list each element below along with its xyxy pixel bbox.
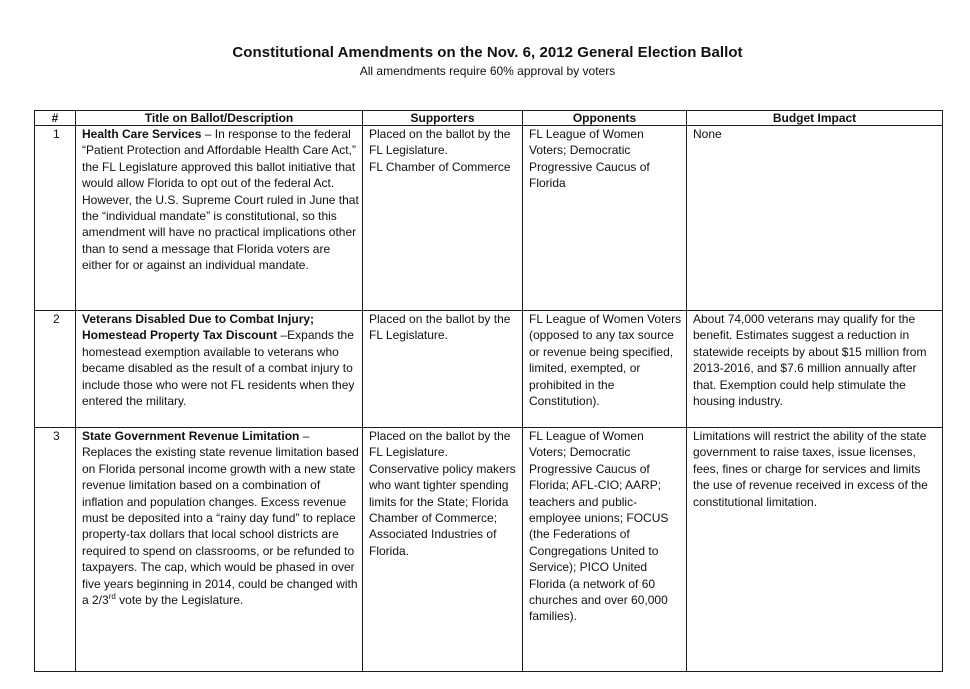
ballot-description: –Expands the homestead exemption available to veterans who became disabled as the result of a combat injury to include those who were not FL residents when they entered the military.	[82, 328, 355, 409]
ballot-description-cell	[76, 428, 363, 672]
amendments-table	[34, 110, 943, 672]
page-title: Constitutional Amendments on the Nov. 6, 2012 General Election Ballot	[232, 44, 743, 61]
table-row	[35, 428, 943, 672]
column-header-title: Title on Ballot/Description	[76, 111, 363, 126]
opponents-cell: FL League of Women Voters; Democratic Progressive Caucus of Florida	[523, 126, 687, 311]
table-header-row	[35, 111, 943, 126]
opponents-cell: FL League of Women Voters (opposed to any tax source or revenue being specified, limited, exempted, or prohibited in the Constitution).	[523, 311, 687, 428]
row-number: 1	[35, 126, 76, 311]
row-number: 3	[35, 428, 76, 672]
ballot-description: – In response to the federal “Patient Protection and Affordable Health Care Act,” the FL Legislature approved this ballot initiative that would allow Florida to opt out of the federal Act. However, the U.S. Supreme Court ruled in June that the “individual mandate” is constitutional, so this amendment will have no practical implications other than to send a message that Florida voters are either for or against an individual mandate.	[82, 127, 359, 273]
column-header-number: #	[35, 111, 76, 126]
ballot-title: Veterans Disabled Due to Combat Injury; Homestead Property Tax Discount	[82, 312, 315, 343]
table-row	[35, 126, 943, 311]
ballot-description: – Replaces the existing state revenue limitation based on Florida personal income growth with a new state revenue limitation based on a combination of inflation and population changes. Excess revenue must be deposited into a “rainy day fund” to replace property-tax dollars that local school districts are required to spend on classrooms, or be refunded to taxpayers. The cap, which would be phased in over five years beginning in 2014, could be changed with a 2/3	[82, 429, 359, 608]
supporters-text: Placed on the ballot by the FL Legislature.	[369, 127, 511, 158]
budget-impact-cell: About 74,000 veterans may qualify for the benefit. Estimates suggest a reduction in statewide receipts by about $15 million from 2013-2016, and $7.6 million annually after that. Exemption could help stimulate the housing industry.	[687, 311, 943, 428]
page-subtitle: All amendments require 60% approval by voters	[359, 64, 616, 78]
budget-impact-cell: Limitations will restrict the ability of the state government to raise taxes, issue licenses, fees, fines or charge for services and limits the use of revenue received in excess of the constitutional limitation.	[687, 428, 943, 672]
budget-impact-cell: None	[687, 126, 943, 311]
table-row	[35, 311, 943, 428]
ballot-description-cell	[76, 126, 363, 311]
column-header-budget-impact: Budget Impact	[687, 111, 943, 126]
ballot-title: State Government Revenue Limitation	[82, 429, 300, 443]
row-number: 2	[35, 311, 76, 428]
supporters-cell	[363, 126, 523, 311]
column-header-opponents: Opponents	[523, 111, 687, 126]
supporters-cell: Placed on the ballot by the FL Legislature. Conservative policy makers who want tighter spending limits for the State; Florida Chamber of Commerce; Associated Industries of Florida.	[363, 428, 523, 672]
ballot-description-end: vote by the Legislature.	[115, 593, 244, 608]
column-header-supporters: Supporters	[363, 111, 523, 126]
ballot-title: Health Care Services	[82, 127, 202, 141]
supporters-cell: Placed on the ballot by the FL Legislature.	[363, 311, 523, 428]
opponents-cell: FL League of Women Voters; Democratic Progressive Caucus of Florida; AFL-CIO; AARP; teachers and public-employee unions; FOCUS (the Federations of Congregations United to Service); PICO United Florida (a network of 60 churches and over 60,000 families).	[523, 428, 687, 672]
ballot-description-cell	[76, 311, 363, 428]
ordinal-superscript: rd	[108, 592, 116, 602]
supporters-text: FL Chamber of Commerce	[369, 159, 511, 174]
